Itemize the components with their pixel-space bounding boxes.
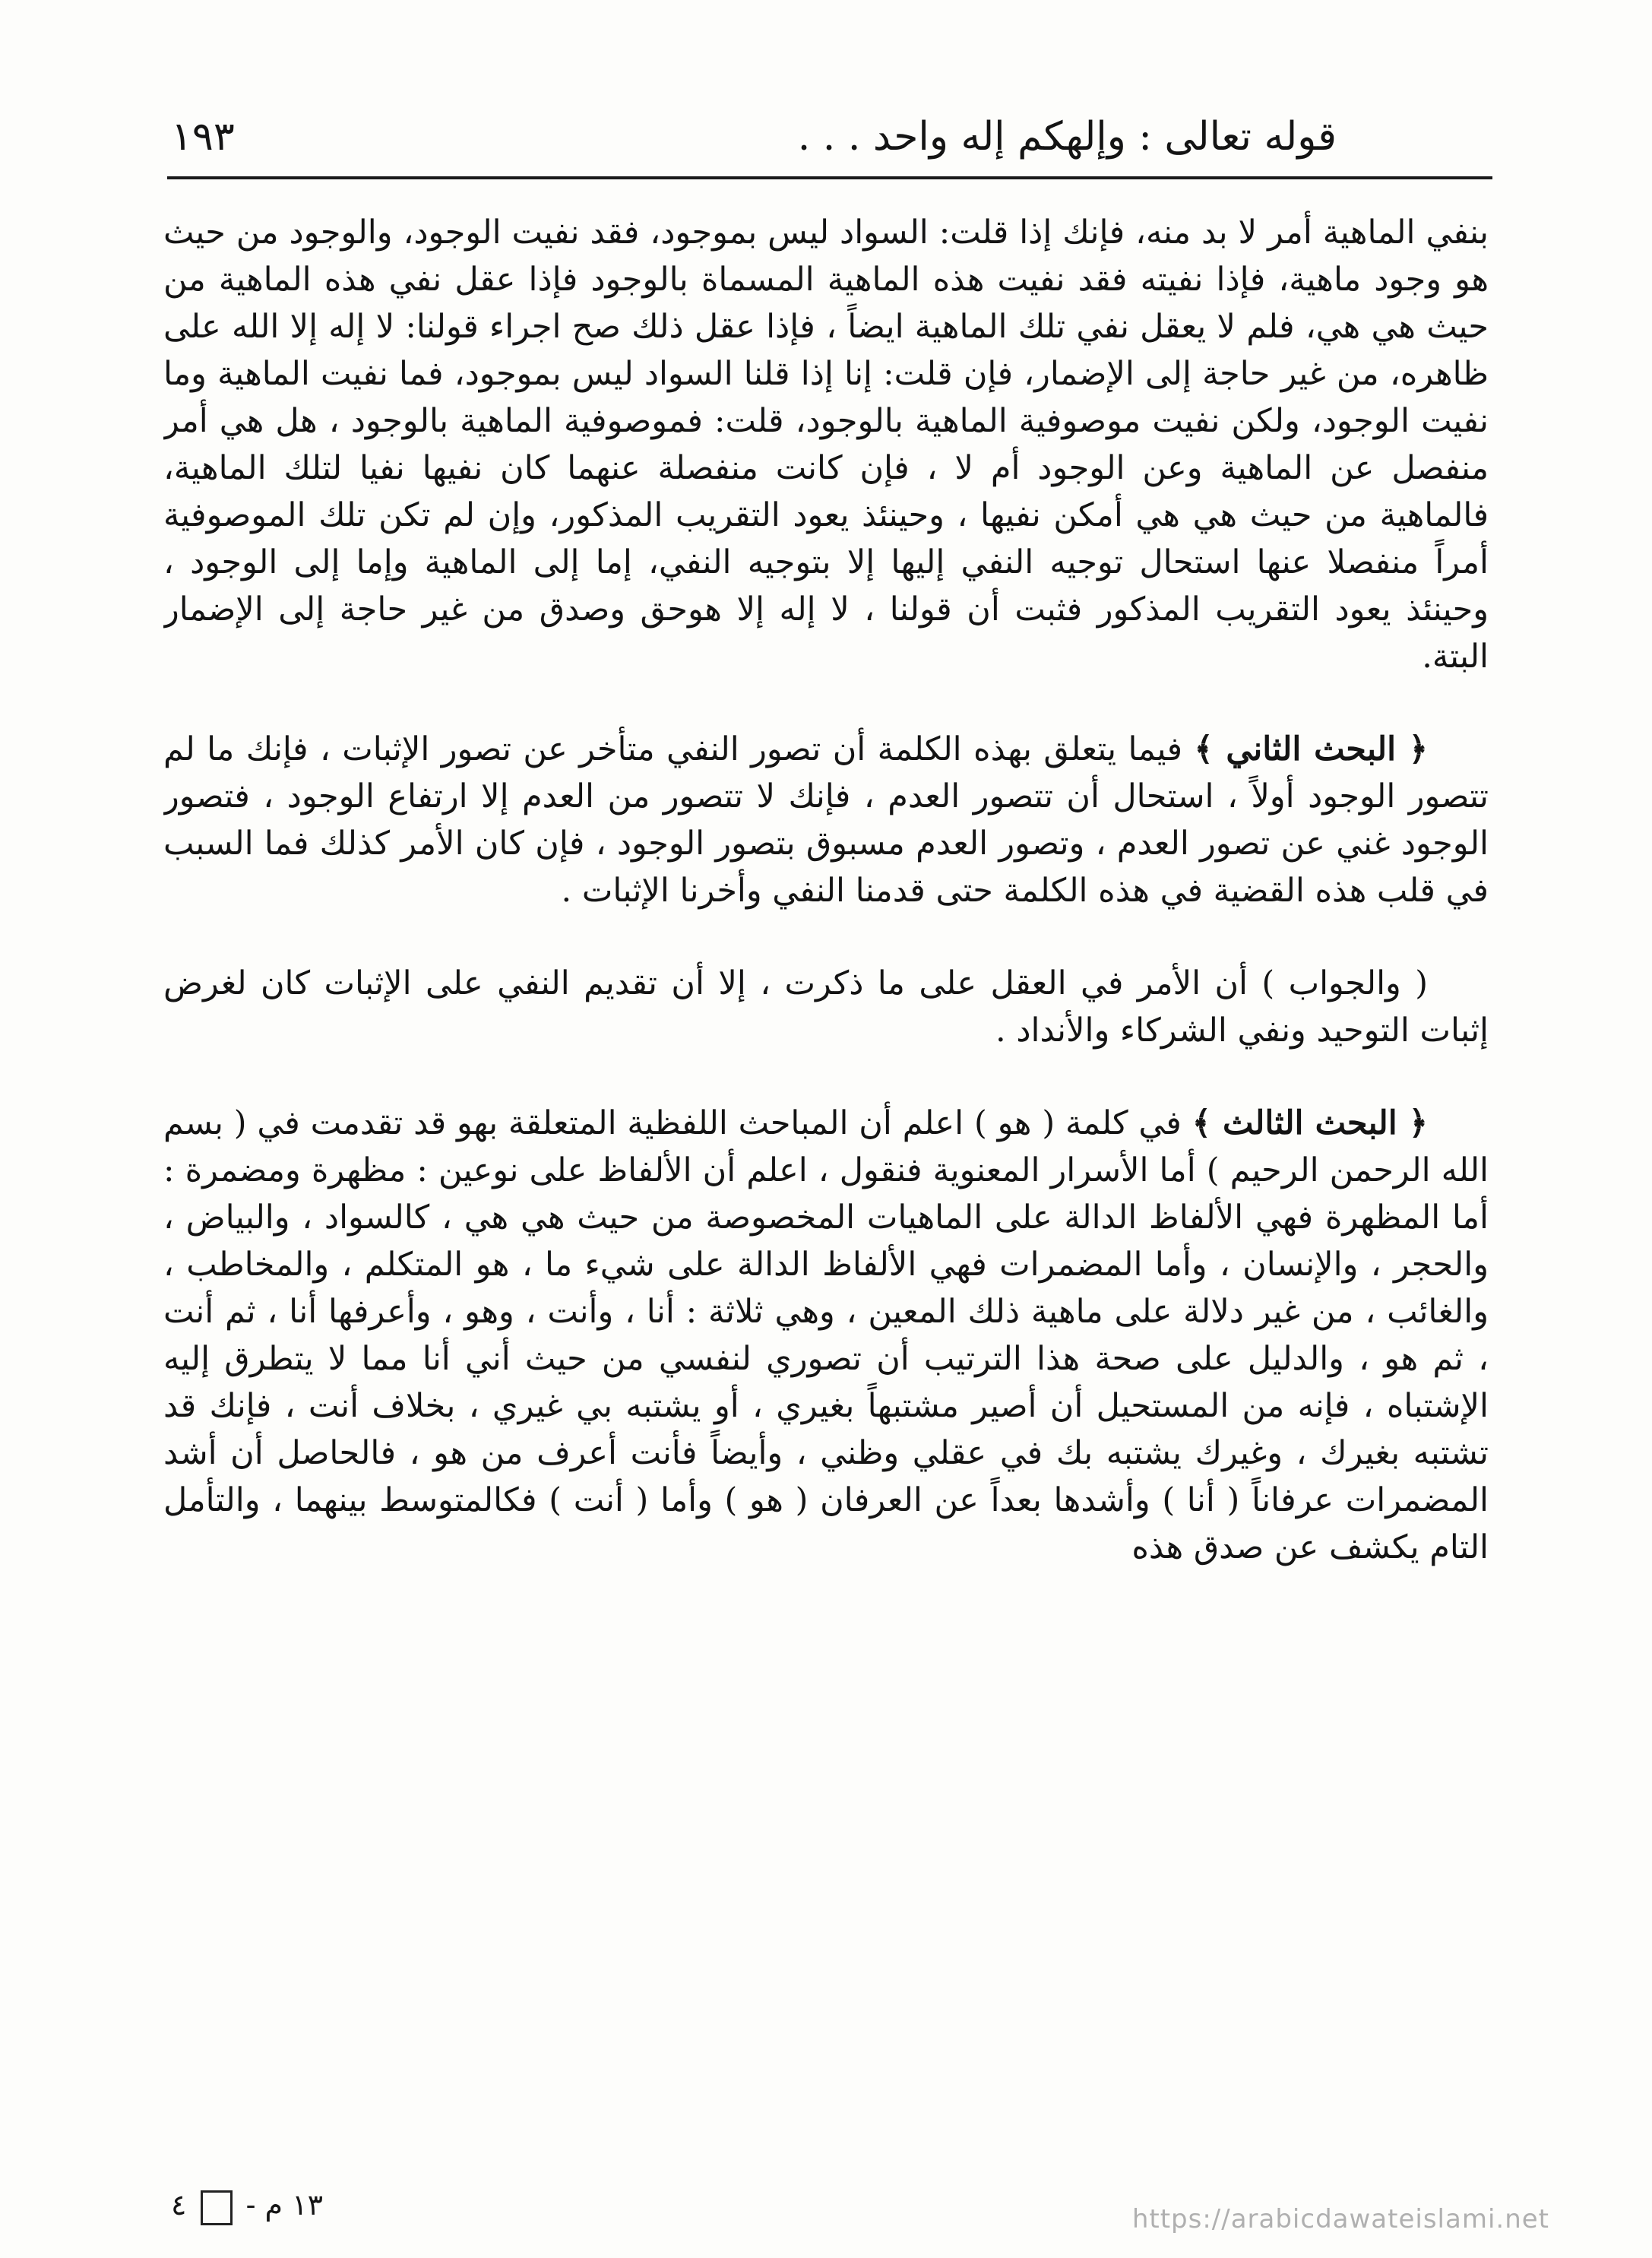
paragraph-3	[163, 960, 1489, 1054]
signature-number: ١٣	[292, 2188, 323, 2222]
paragraph-1	[163, 209, 1489, 680]
signature-box	[201, 2190, 233, 2225]
paragraph-2-text: فيما يتعلق بهذه الكلمة أن تصور النفي متأخر عن تصور الإثبات ، فإنك ما لم تتصور الوجود أولاً ، استحال أن تتصور العدم ، فإنك لا تتصور من العدم إلا ارتفاع الوجود ، فتصور الوجود غني عن تصور العدم ، وتصور العدم مسبوق بتصور الوجود ، فإن كان الأمر كذلك فما السبب في قلب هذه القضية في هذه الكلمة حتى قدمنا النفي وأخرنا الإثبات .	[163, 730, 1489, 910]
signature-mid: م -	[245, 2188, 283, 2222]
section-heading-3: ﴿ البحث الثالث ﴾	[1192, 1104, 1428, 1142]
header-title: قوله تعالى : وإلهكم إله واحد . . .	[797, 114, 1337, 160]
paragraph-3-text: ( والجواب ) أن الأمر في العقل على ما ذكرت ، إلا أن تقديم النفي على الإثبات كان لغرض إثبات التوحيد ونفي الشركاء والأنداد .	[163, 964, 1489, 1050]
watermark-url: https://arabicdawateislami.net	[1131, 2204, 1549, 2234]
section-heading-2: ﴿ البحث الثاني ﴾	[1194, 730, 1429, 768]
paragraph-1-text: بنفي الماهية أمر لا بد منه، فإنك إذا قلت: السواد ليس بموجود، فقد نفيت الوجود، والوجود من حيث هو وجود ماهية، فإذا نفيته فقد نفيت هذه الماهية المسماة بالوجود فإذا عقل نفي هذه الماهية من حيث هي هي، فلم لا يعقل نفي تلك الماهية ايضاً ، فإذا عقل ذلك صح اجراء قولنا: لا إله إلا الله على ظاهره، من غير حاجة إلى الإضمار، فإن قلت: إنا إذا قلنا السواد ليس بموجود، فما نفيت الماهية وما نفيت الوجود، ولكن نفيت موصوفية الماهية بالوجود، قلت: فموصوفية الماهية بالوجود ، هل هي أمر منفصل عن الماهية وعن الوجود أم لا ، فإن كانت منفصلة عنهما كان نفيها نفيا لتلك الماهية، فالماهية من حيث هي هي أمكن نفيها ، وحينئذ يعود التقريب المذكور، وإن لم تكن تلك الموصوفية أمراً منفصلا عنها استحال توجيه النفي إليها إلا بتوجيه النفي، إما إلى الماهية وإما إلى الوجود ، وحينئذ يعود التقريب المذكور فثبت أن قولنا ، لا إله إلا هوحق وصدق من غير حاجة إلى الإضمار البتة.	[163, 214, 1489, 676]
paragraph-4-text: في كلمة ( هو ) اعلم أن المباحث اللفظية المتعلقة بهو قد تقدمت في ( بسم الله الرحمن الرحيم ) أما الأسرار المعنوية فنقول ، اعلم أن الألفاظ على نوعين : مظهرة ومضمرة : أما المظهرة فهي الألفاظ الدالة على الماهيات المخصوصة من حيث هي هي ، كالسواد ، والبياض ، والحجر ، والإنسان ، وأما المضمرات فهي الألفاظ الدالة على شيء ما ، هو المتكلم ، والمخاطب ، والغائب ، من غير دلالة على ماهية ذلك المعين ، وهي ثلاثة : أنا ، وأنت ، وهو ، وأعرفها أنا ، ثم أنت ، ثم هو ، والدليل على صحة هذا الترتيب أن تصوري لنفسي من حيث أني أنا مما لا يتطرق إليه الإشتباه ، فإنه من المستحيل أن أصير مشتبهاً بغيري ، أو يشتبه بي غيري ، بخلاف أنت ، فإنك قد تشتبه بغيرك ، وغيرك يشتبه بك في عقلي وظني ، وأيضاً فأنت أعرف من هو ، فالحاصل أن أشد المضمرات عرفاناً ( أنا ) وأشدها بعداً عن العرفان ( هو ) وأما ( أنت ) فكالمتوسط بينهما ، والتأمل التام يكشف عن صدق هذه	[163, 1104, 1489, 1566]
running-header	[171, 106, 1489, 167]
paragraph-2	[163, 726, 1489, 914]
main-text	[163, 209, 1489, 2155]
printer-signature	[171, 2186, 323, 2225]
paragraph-4	[163, 1100, 1489, 1571]
header-rule	[167, 176, 1492, 179]
page-number: ١٩٣	[171, 114, 235, 160]
signature-volume: ٤	[171, 2188, 187, 2222]
